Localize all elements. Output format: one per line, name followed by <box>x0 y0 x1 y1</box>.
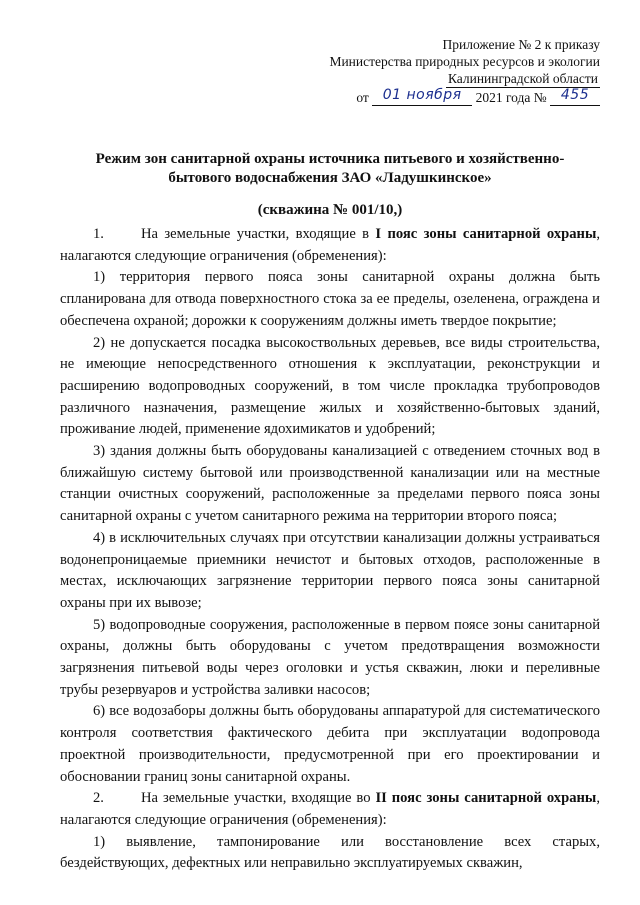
zone-2-bold: II пояс зоны санитарной охраны <box>375 790 597 807</box>
item-1-5: 5) водопроводные сооружения, расположенные в первом поясе зоны санитарной охраны, должны быть оборудованы с учетом предотвращения возможности загрязнения питьевой воды через оголовки и устья скважин, люки и переливные трубы резервуаров и устройства заливки насосов; <box>60 616 600 698</box>
order-date-line <box>329 89 600 106</box>
section-2-text-end: , налагаются следующие ограничения (обременения): <box>60 790 600 828</box>
zone-1-bold: I пояс зоны санитарной охраны <box>375 226 597 242</box>
item-1-2: 2) не допускается посадка высокоствольных деревьев, все виды строительства, не имеющие непосредственного отношения к эксплуатации, реконструкции и расширению водопроводных сооружений, в том числе прокладка трубопроводов различного назначения, размещение жилых и хозяйственно-бытовых зданий, проживание людей, применение ядохимикатов и удобрений; <box>60 334 600 438</box>
section-1-text-end: , налагаются следующие ограничения (обременения): <box>60 226 600 264</box>
section-1-number: 1. <box>93 226 104 242</box>
document-title <box>60 150 600 188</box>
section-1-paragraph <box>60 224 600 267</box>
title-line-1: Режим зон санитарной охраны источника питьевого и хозяйственно- <box>95 151 565 167</box>
section-2-number: 2. <box>93 790 104 807</box>
ministry-line: Министерства природных ресурсов и экологии <box>329 54 600 69</box>
item-2-1: 1) выявление, тампонирование или восстановление всех старых, бездействующих, дефектных или неправильно эксплуатируемых скважин, <box>60 833 600 872</box>
appendix-line: Приложение № 2 к приказу <box>442 37 600 52</box>
year-text: 2021 года № <box>475 90 547 105</box>
appendix-header <box>329 36 600 106</box>
date-blank <box>372 89 472 106</box>
section-1-text: На земельные участки, входящие в <box>141 226 376 242</box>
date-prefix: от <box>356 90 369 105</box>
document-body <box>60 224 600 875</box>
region-line: Калининградской области <box>447 71 598 86</box>
title-line-2: бытового водоснабжения ЗАО «Ладушкинское» <box>168 170 492 186</box>
item-1-4: 4) в исключительных случаях при отсутствии канализации должны устраиваться водонепроницаемые приемники нечистот и бытовых отходов, расположенные в местах, исключающих загрязнение территории первого пояса зоны санитарной охраны при их вывозе; <box>60 529 600 611</box>
section-2-paragraph <box>60 788 600 831</box>
section-2-text: На земельные участки, входящие во <box>141 790 376 807</box>
handwritten-date: 01 ноября <box>382 87 462 103</box>
number-blank <box>550 89 600 106</box>
document-subtitle: (скважина № 001/10,) <box>257 202 403 218</box>
item-1-1: 1) территория первого пояса зоны санитарной охраны должна быть спланирована для отвода поверхностного стока за ее пределы, озеленена, ограждена и обеспечена охраной; дорожки к сооружениям должны иметь твердое покрытие; <box>60 269 600 329</box>
item-1-3: 3) здания должны быть оборудованы канализацией с отведением сточных вод в ближайшую систему бытовой или производственной канализации или на местные станции очистных сооружений, расположенные за пределами первого пояса зоны санитарной охраны с учетом санитарного режима на территории второго пояса; <box>60 443 600 525</box>
handwritten-number: 455 <box>560 87 590 103</box>
item-1-6: 6) все водозаборы должны быть оборудованы аппаратурой для систематического контроля соответствия фактического дебита при эксплуатации водопровода проектной производительности, предусмотренной при его проектировании и обосновании границ зоны санитарной охраны. <box>60 703 600 785</box>
